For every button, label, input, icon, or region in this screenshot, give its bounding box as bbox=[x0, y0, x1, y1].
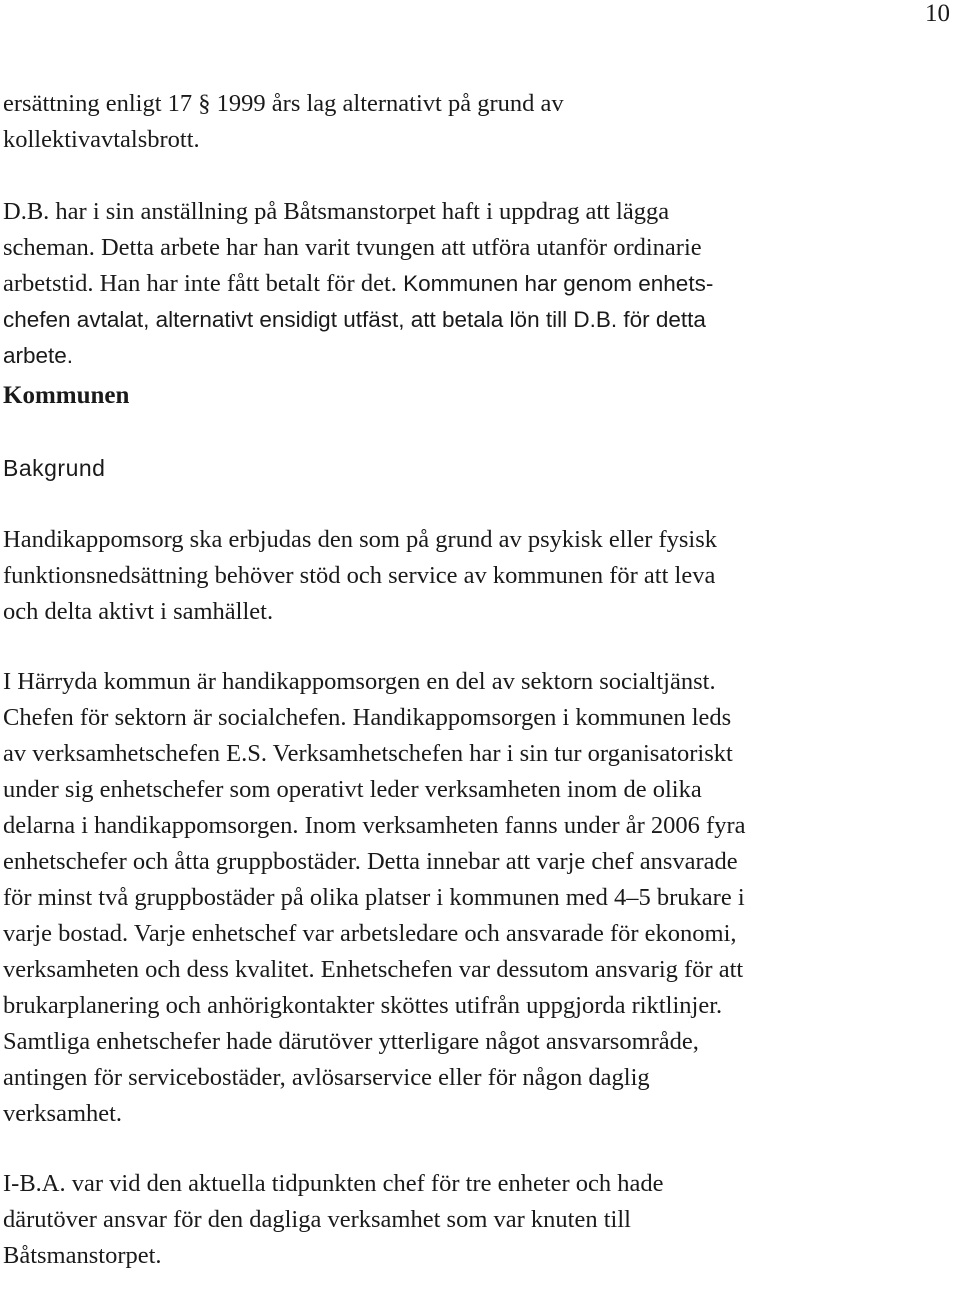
paragraph-db-scheduling-serif: D.B. har i sin anställning på Båtsmanstorpet haft i uppdrag att lägga scheman. Detta arbete har han varit tvungen att utföra utanför ordinarie arbetstid. Han har inte fått betalt för det. bbox=[3, 198, 702, 297]
paragraph-db-scheduling bbox=[3, 194, 953, 374]
paragraph-compensation: ersättning enligt 17 § 1999 års lag alternativt på grund av kollektivavtalsbrott. bbox=[3, 90, 564, 153]
page-number: 10 bbox=[925, 0, 950, 27]
paragraph-handikappomsorg: Handikappomsorg ska erbjudas den som på grund av psykisk eller fysisk funktionsnedsättning behöver stöd och service av kommunen för att leva och delta aktivt i samhället. bbox=[3, 526, 718, 625]
document-body bbox=[3, 86, 953, 1274]
paragraph-db-scheduling-sans: Kommunen har genom enhets- chefen avtalat, alternativt ensidigt utfäst, att betala lön till D.B. för detta arbete. bbox=[3, 271, 714, 368]
paragraph-iba-responsibility: I-B.A. var vid den aktuella tidpunkten chef för tre enheter och hade därutöver ansvar för den dagliga verksamhet som var knuten till Båtsmanstorpet. bbox=[3, 1170, 664, 1269]
section-subheading: Bakgrund bbox=[3, 455, 106, 481]
paragraph-harryda-organisation: I Härryda kommun är handikappomsorgen en del av sektorn socialtjänst. Chefen för sektorn är socialchefen. Handikappomsorgen i kommunen leds av verksamhetschefen E.S. Verksamhetschefen har i sin tur organisatoriskt under sig enhetschefer som operativt leder verksamheten inom de olika delarna i handikappomsorgen. Inom verksamheten fanns under år 2006 fyra enhetschefer och åtta gruppbostäder. Detta innebar att varje chef ansvarade för minst två gruppbostäder på olika platser i kommunen med 4–5 brukare i varje bostad. Varje enhetschef var arbetsledare och ansvarade för ekonomi, verksamheten och dess kvalitet. Enhetschefen var dessutom ansvarig för att brukarplanering och anhörigkontakter sköttes utifrån uppgjorda riktlinjer. Samtliga enhetschefer hade därutöver ytterligare något ansvarsområde, antingen för servicebostäder, avlösarservice eller för någon daglig verksamhet. bbox=[3, 668, 746, 1127]
section-heading: Kommunen bbox=[3, 382, 130, 409]
